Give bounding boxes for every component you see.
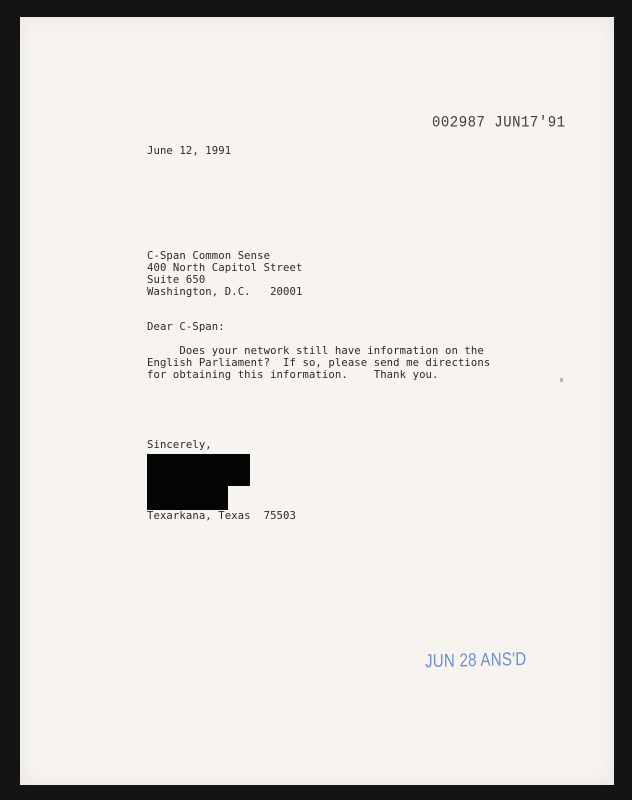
body-line-2: English Parliament? If so, please send me directions [147, 357, 491, 369]
sender-city: Texarkana, Texas 75503 [147, 510, 296, 522]
address-line-1: C-Span Common Sense [147, 250, 271, 262]
body-line-1: Does your network still have information on the [147, 345, 484, 357]
redaction-bar-name [147, 454, 250, 486]
redaction-bar-address [147, 484, 228, 510]
letter-date: June 12, 1991 [147, 145, 232, 157]
address-line-4: Washington, D.C. 20001 [147, 286, 303, 298]
address-line-3: Suite 650 [147, 274, 206, 286]
answered-stamp: JUN 28 ANS'D [424, 648, 527, 673]
body-line-3: for obtaining this information. Thank you. [147, 369, 439, 381]
salutation: Dear C-Span: [147, 321, 225, 333]
paper-speck [560, 378, 563, 382]
closing: Sincerely, [147, 439, 212, 451]
received-stamp: 002987 JUN17'91 [432, 113, 566, 133]
address-line-2: 400 North Capitol Street [147, 262, 303, 274]
